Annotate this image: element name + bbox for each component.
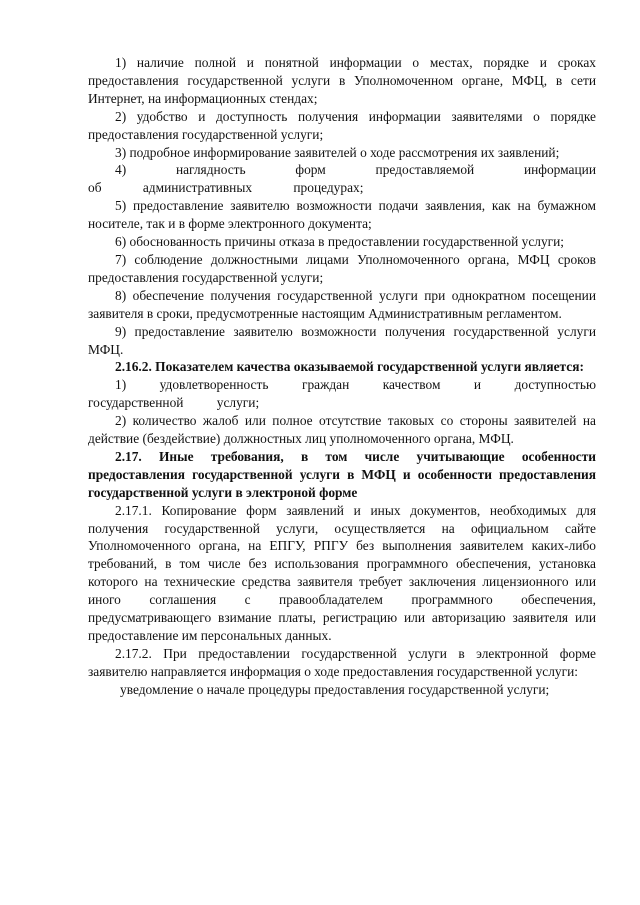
- list-item-6: 6) обоснованность причины отказа в предоставлении государственной услуги;: [115, 234, 565, 250]
- paragraph-notice: уведомление о начале процедуры предоставления государственной услуги;: [120, 681, 550, 697]
- quality-item-2: 2) количество жалоб или полное отсутствие таковых со стороны заявителей на действие (бездействие) должностных лиц уполномоченного органа, МФЦ.: [88, 413, 596, 447]
- list-item-9: 9) предоставление заявителю возможности получения государственной услуги МФЦ.: [88, 323, 596, 357]
- list-item-3: 3) подробное информирование заявителей о ходе рассмотрения их заявлений;: [115, 144, 560, 160]
- section-2-17-heading: 2.17. Иные требования, в том числе учитывающие особенности предоставления государственной услуги в МФЦ и особенности предоставления государственной услуги в электроной форме: [88, 448, 596, 500]
- section-2-16-2-heading: 2.16.2. Показателем качества оказываемой государственной услуги является:: [115, 359, 584, 375]
- list-item-2: 2) удобство и доступность получения информации заявителями о порядке предоставления государственной услуги;: [88, 108, 596, 142]
- list-item-4: 4) наглядность форм предоставляемой информации об административных процедурах;: [88, 162, 596, 196]
- list-item-8: 8) обеспечение получения государственной услуги при однократном посещении заявителя в сроки, предусмотренные настоящим Административным регламентом.: [88, 287, 596, 321]
- list-item-5: 5) предоставление заявителю возможности подачи заявления, как на бумажном носителе, так и в форме электронного документа;: [88, 198, 596, 232]
- list-item-1: 1) наличие полной и понятной информации о местах, порядке и сроках предоставления государственной услуги в Уполномоченном органе, МФЦ, в сети Интернет, на информационных стендах;: [88, 55, 596, 106]
- paragraph-2-17-1: 2.17.1. Копирование форм заявлений и иных документов, необходимых для получения государственной услуги, осуществляется на официальном сайте Уполномоченного органа, на ЕПГУ, РПГУ без выполнения заявителем каких-либо требований, в том числе без использования программного обеспечения, установка которого на технические средства заявителя требует заключения лицензионного или иного соглашения с правообладателем программного обеспечения, предусматривающего взимание платы, регистрацию или авторизацию заявителя или предоставление им персональных данных.: [88, 502, 596, 643]
- list-item-7: 7) соблюдение должностными лицами Уполномоченного органа, МФЦ сроков предоставления государственной услуги;: [88, 251, 596, 285]
- quality-item-1: 1) удовлетворенность граждан качеством и доступностью государственной услуги;: [88, 377, 596, 411]
- paragraph-2-17-2: 2.17.2. При предоставлении государственной услуги в электронной форме заявителю направляется информация о ходе предоставления государственной услуги:: [88, 645, 596, 679]
- document-page: [88, 54, 596, 699]
